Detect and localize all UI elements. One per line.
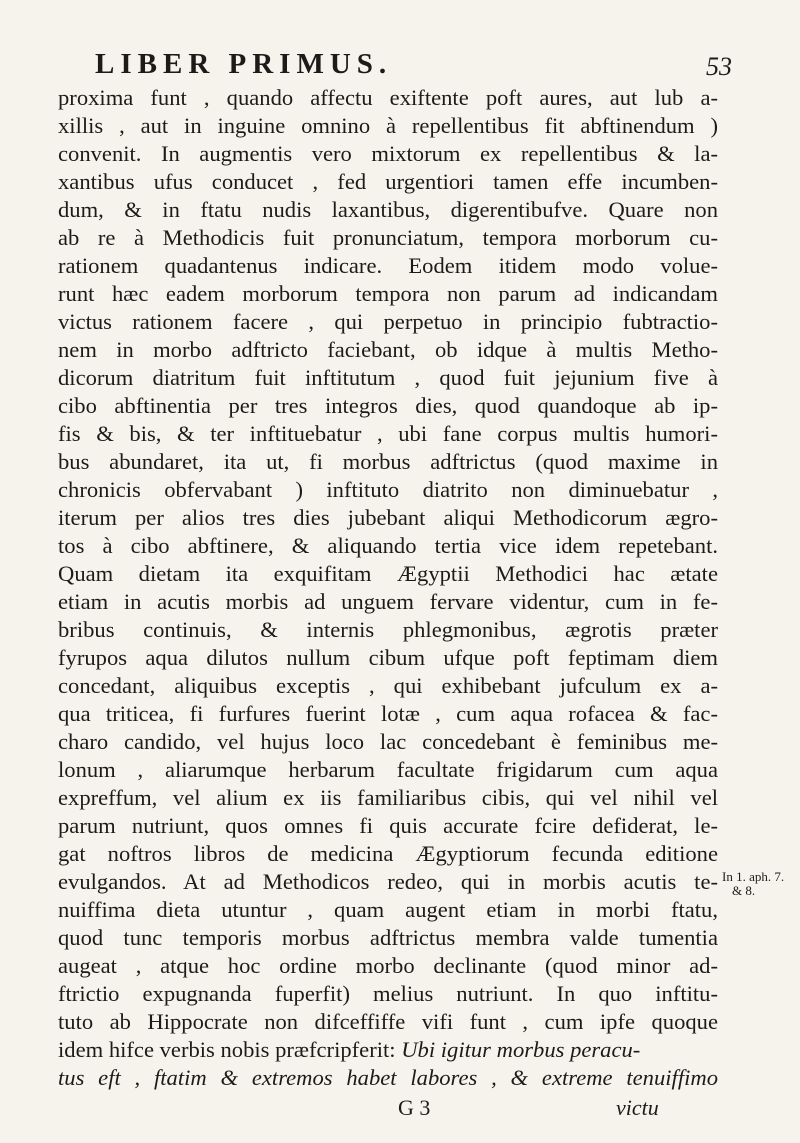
text-line: fyrupos aqua dilutos nullum cibum ufque poft feptimam diem xyxy=(58,645,718,670)
text-line-start: idem hifce verbis nobis præfcripferit: xyxy=(58,1037,396,1062)
text-line: tuto ab Hippocrate non difceffiffe vifi funt , cum ipfe quoque xyxy=(58,1009,718,1034)
text-line: quod tunc temporis morbus adftrictus membra valde tumentia xyxy=(58,925,718,950)
margin-note xyxy=(722,870,784,898)
quotation-line: tus eft , ftatim & extremos habet labores , & extreme tenuiffimo xyxy=(58,1065,718,1090)
text-line: expreffum, vel alium ex iis familiaribus cibis, qui vel nihil vel xyxy=(58,785,718,810)
text-line: xantibus ufus conducet , fed urgentiori tamen effe incumben- xyxy=(58,169,718,194)
text-line: nem in morbo adftricto faciebant, ob idque à multis Metho- xyxy=(58,337,718,362)
text-line: rationem quadantenus indicare. Eodem itidem modo volue- xyxy=(58,253,718,278)
quotation-start: Ubi igitur morbus peracu- xyxy=(401,1037,641,1062)
text-line: parum nutriunt, quos omnes fi quis accurate fcire defiderat, le- xyxy=(58,813,718,838)
text-line: charo candido, vel hujus loco lac concedebant è feminibus me- xyxy=(58,729,718,754)
text-line: concedant, aliquibus exceptis , qui exhibebant jufculum ex a- xyxy=(58,673,718,698)
text-line: ab re à Methodicis fuit pronunciatum, tempora morborum cu- xyxy=(58,225,718,250)
text-line: tos à cibo abftinere, & aliquando tertia vice idem repetebant. xyxy=(58,533,718,558)
margin-note-reference: In 1. aph. 7. xyxy=(722,869,785,884)
text-line: gat noftros libros de medicina Ægyptiorum fecunda editione xyxy=(58,841,718,866)
text-line: fis & bis, & ter inftituebatur , ubi fane corpus multis humori- xyxy=(58,421,718,446)
signature-mark: G 3 xyxy=(398,1095,431,1120)
text-line: victus rationem facere , qui perpetuo in principio fubtractio- xyxy=(58,309,718,334)
text-line: bus abundaret, ita ut, fi morbus adftrictus (quod maxime in xyxy=(58,449,718,474)
catchword: victu xyxy=(616,1095,659,1120)
text-line: xillis , aut in inguine omnino à repellentibus fit abftinendum ) xyxy=(58,113,718,138)
body-text xyxy=(58,84,718,1092)
page-number: 53 xyxy=(706,52,732,81)
text-line: proxima funt , quando affectu exiftente poft aures, aut lub a- xyxy=(58,85,718,110)
text-line: etiam in acutis morbis ad unguem fervare videntur, cum in fe- xyxy=(58,589,718,614)
text-line: dum, & in ftatu nudis laxantibus, digerentibufve. Quare non xyxy=(58,197,718,222)
text-line: bribus continuis, & internis phlegmonibus, ægrotis præter xyxy=(58,617,718,642)
running-title: LIBER PRIMUS. xyxy=(95,48,393,80)
text-line: evulgandos. At ad Methodicos redeo, qui in morbis acutis te- xyxy=(58,869,718,894)
text-line: cibo abftinentia per tres integros dies, quod quandoque ab ip- xyxy=(58,393,718,418)
text-line: runt hæc eadem morborum tempora non parum ad indicandam xyxy=(58,281,718,306)
text-line: ftrictio expugnanda fuperfit) melius nutriunt. In quo inftitu- xyxy=(58,981,718,1006)
text-line: convenit. In augmentis vero mixtorum ex repellentibus & la- xyxy=(58,141,718,166)
text-line: dicorum diatritum fuit inftitutum , quod fuit jejunium five à xyxy=(58,365,718,390)
text-line: augeat , atque hoc ordine morbo declinante (quod minor ad- xyxy=(58,953,718,978)
text-line-with-quote xyxy=(58,1036,718,1064)
text-line: nuiffima dieta utuntur , quam augent etiam in morbi ftatu, xyxy=(58,897,718,922)
text-line: iterum per alios tres dies jubebant aliqui Methodicorum ægro- xyxy=(58,505,718,530)
margin-note-reference-cont: & 8. xyxy=(732,883,756,898)
text-line: qua triticea, fi furfures fuerint lotæ , cum aqua rofacea & fac- xyxy=(58,701,718,726)
text-line: lonum , aliarumque herbarum facultate frigidarum cum aqua xyxy=(58,757,718,782)
text-line: chronicis obfervabant ) inftituto diatrito non diminuebatur , xyxy=(58,477,718,502)
text-line: Quam dietam ita exquifitam Ægyptii Methodici hac ætate xyxy=(58,561,718,586)
